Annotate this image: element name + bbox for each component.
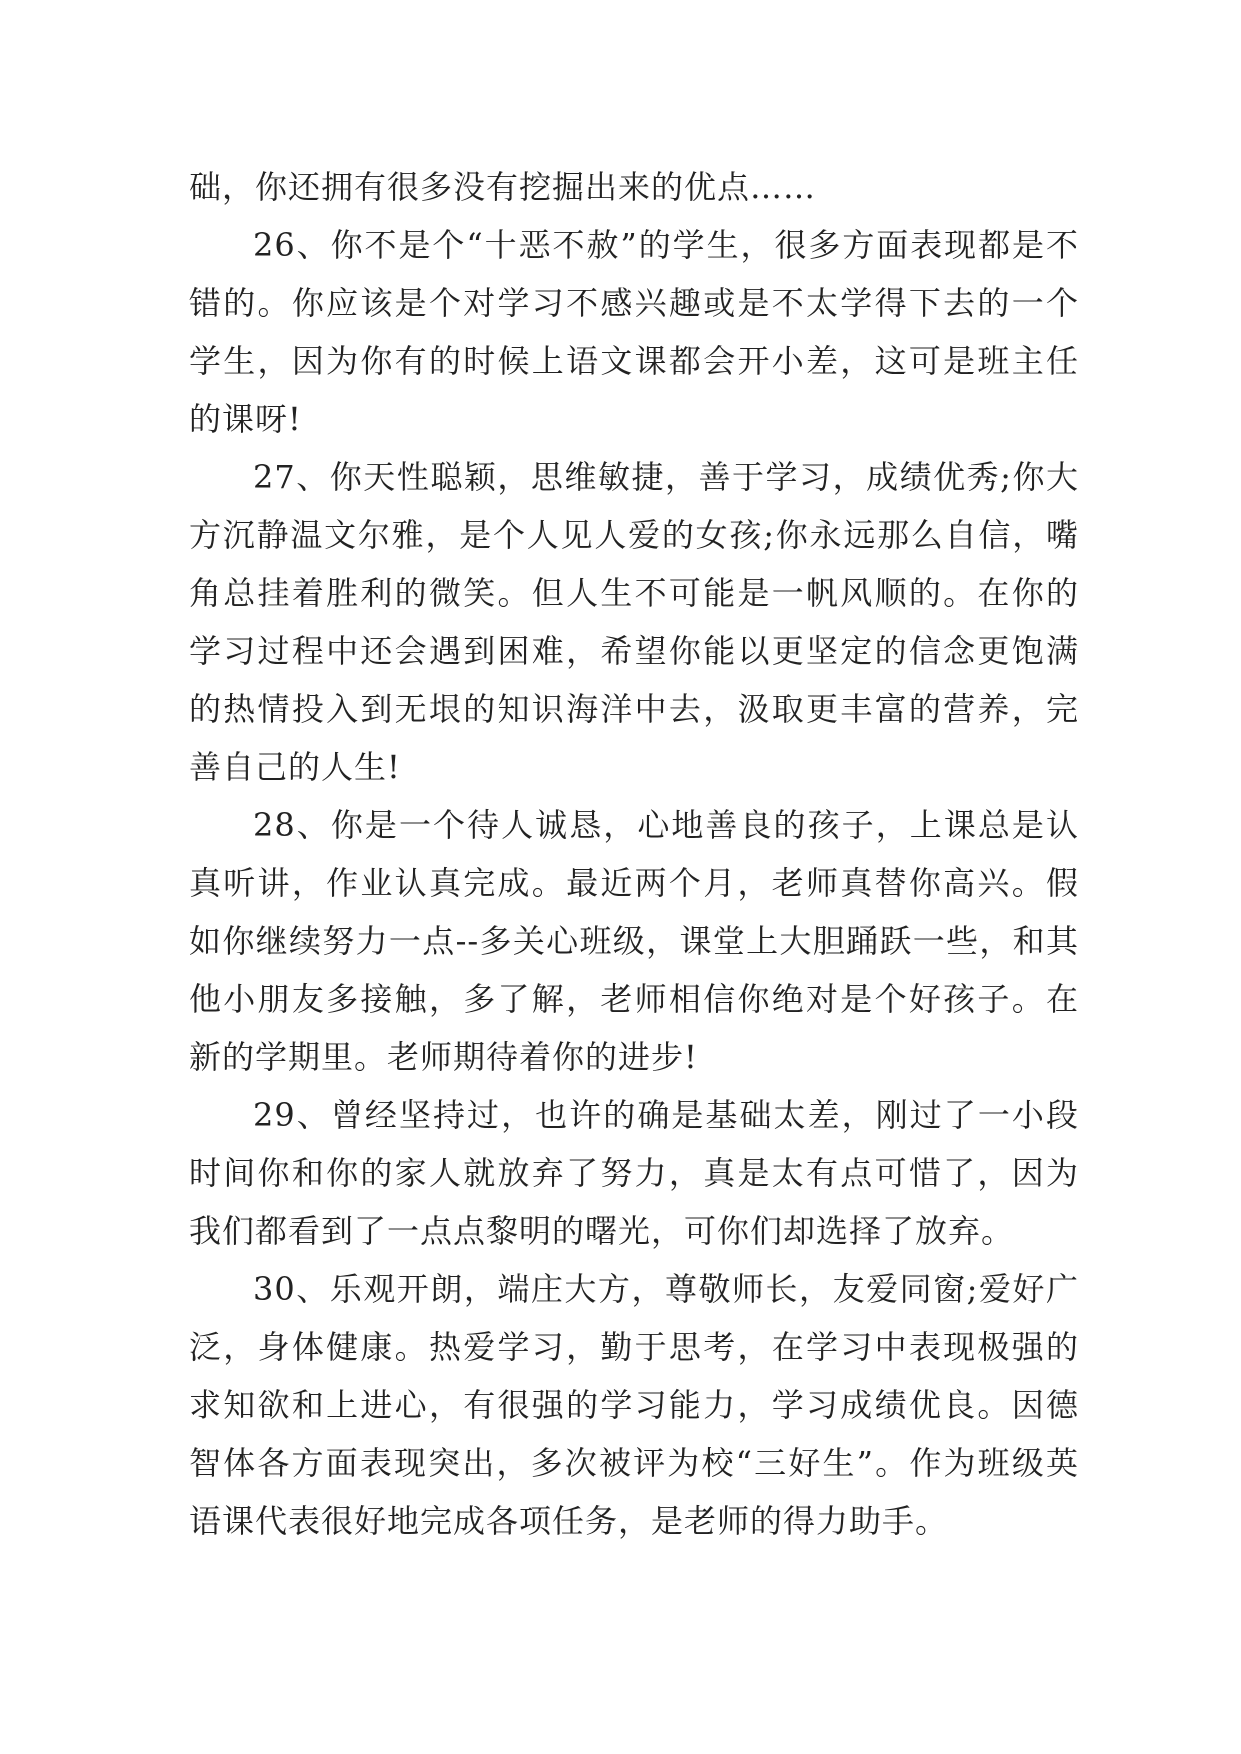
- paragraph-27: 27、你天性聪颖，思维敏捷，善于学习，成绩优秀;你大方沉静温文尔雅，是个人见人爱的女孩;你永远那么自信，嘴角总挂着胜利的微笑。但人生不可能是一帆风顺的。在你的学习过程中还会遇到困难，希望你能以更坚定的信念更饱满的热情投入到无垠的知识海洋中去，汲取更丰富的营养，完善自己的人生!: [189, 458, 1079, 786]
- paragraph-28: 28、你是一个待人诚恳，心地善良的孩子，上课总是认真听讲，作业认真完成。最近两个月，老师真替你高兴。假如你继续努力一点--多关心班级，课堂上大胆踊跃一些，和其他小朋友多接触，多了解，老师相信你绝对是个好孩子。在新的学期里。老师期待着你的进步!: [189, 806, 1079, 1076]
- paragraph-30: 30、乐观开朗，端庄大方，尊敬师长，友爱同窗;爱好广泛，身体健康。热爱学习，勤于思考，在学习中表现极强的求知欲和上进心，有很强的学习能力，学习成绩优良。因德智体各方面表现突出，多次被评为校“三好生”。作为班级英语课代表很好地完成各项任务，是老师的得力助手。: [189, 1270, 1079, 1540]
- document-body: [189, 158, 1079, 1550]
- paragraph-continuation: 础，你还拥有很多没有挖掘出来的优点……: [189, 168, 817, 206]
- paragraph-26: 26、你不是个“十恶不赦”的学生，很多方面表现都是不错的。你应该是个对学习不感兴趣或是不太学得下去的一个学生，因为你有的时候上语文课都会开小差，这可是班主任的课呀!: [189, 226, 1079, 438]
- paragraph-29: 29、曾经坚持过，也许的确是基础太差，刚过了一小段时间你和你的家人就放弃了努力，真是太有点可惜了，因为我们都看到了一点点黎明的曙光，可你们却选择了放弃。: [189, 1096, 1079, 1250]
